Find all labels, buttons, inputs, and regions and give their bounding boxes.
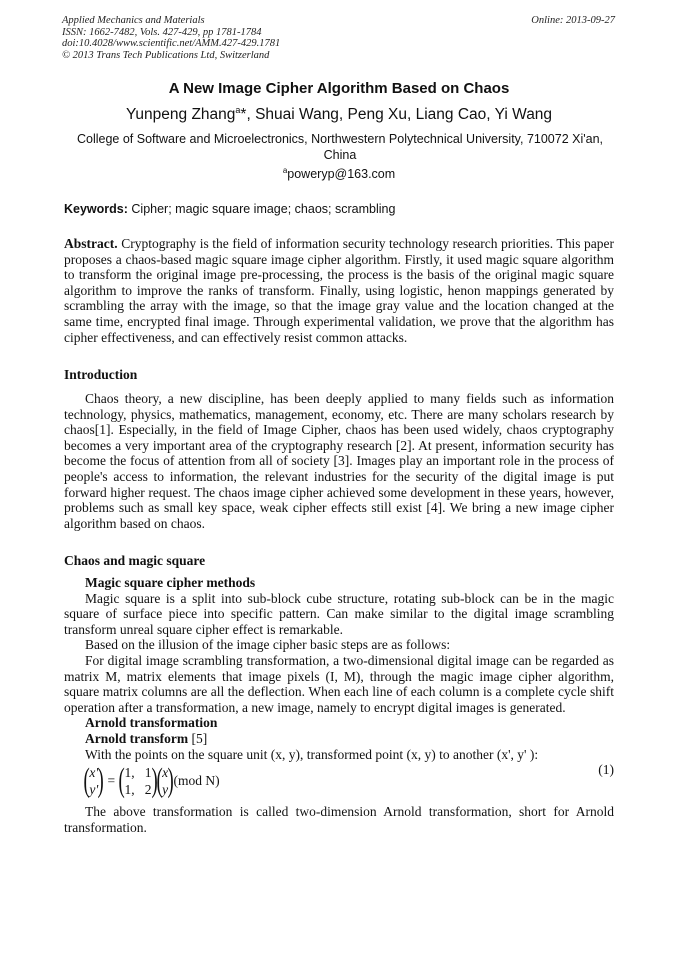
subheading-magic-square: Magic square cipher methods xyxy=(85,575,256,590)
paragraph-basic-steps: Based on the illusion of the image cipher basic steps are as follows: xyxy=(85,637,451,653)
paragraph-arnold-definition: The above transformation is called two-dimension Arnold transformation, short for Arnold transformation. xyxy=(64,804,614,835)
arnold-formula xyxy=(84,764,220,798)
keywords-text: Cipher; magic square image; chaos; scrambling xyxy=(131,202,396,216)
subheading-arnold-transformation: Arnold transformation xyxy=(85,715,218,731)
doi-line: doi:10.4028/www.scientific.net/AMM.427-429.1781 xyxy=(62,38,281,49)
lhs-bottom: y' xyxy=(89,782,99,798)
modulus: (mod N) xyxy=(173,773,220,789)
copyright-line: © 2013 Trans Tech Publications Ltd, Switzerland xyxy=(62,49,270,61)
subheading-arnold-transform xyxy=(64,731,614,747)
author-list xyxy=(0,105,678,124)
left-paren: ( xyxy=(118,762,125,800)
equals-sign: = xyxy=(107,773,116,789)
matrix-row-1: 1, 1 xyxy=(124,765,152,781)
email-address: poweryp@163.com xyxy=(287,167,396,182)
author-superscript: a xyxy=(235,105,241,115)
author-email xyxy=(0,166,678,181)
rhs-bottom: y xyxy=(162,782,169,798)
matrix-row-2: 1, 2 xyxy=(124,782,152,798)
paragraph-square-unit: With the points on the square unit (x, y), transformed point (x, y) to another (x', y' ): xyxy=(85,746,539,762)
equation-number: (1) xyxy=(598,762,614,778)
keywords-label: Keywords: xyxy=(64,202,128,216)
section-heading-introduction: Introduction xyxy=(64,367,138,382)
transform-matrix xyxy=(125,764,152,798)
right-paren: ) xyxy=(97,762,104,800)
abstract xyxy=(64,236,614,345)
journal-name: Applied Mechanics and Materials xyxy=(62,15,205,26)
equation-1 xyxy=(64,762,614,804)
abstract-text: Cryptography is the field of information security technology research priorities. This paper proposes a chaos-based magic square image cipher algorithm. Firstly, it used magic square algorithm to transform the original image pre-processing, the process is the basis of the original magic square algorithm to improve the ranks of transform. Finally, using logistic, henon mappings generated by scrambling the array with the image, so that the image gray value and the location changed at the same time, encrypted final image. Through experimental validation, we prove that the algorithm has cipher effectiveness, and can effectively resist common attacks. xyxy=(64,236,615,345)
paragraph-scrambling: For digital image scrambling transformation, a two-dimensional digital image can be regarded as matrix M, matrix elements that image pixels (I, M), through the magic image cipher algorithm, square matrix columns are all the deflection. When each line of each column is a complete cycle shift operation after a transformation, a new image, namely to encrypt digital images is generated. xyxy=(64,652,614,715)
section-heading-chaos: Chaos and magic square xyxy=(64,553,206,568)
introduction-paragraph: Chaos theory, a new discipline, has been deeply applied to many fields such as information technology, physics, mathematics, management, economy, etc. There are many scholars research by chaos[1]. Especially, in the field of Image Cipher, chaos has been used widely, chaos cryptography becomes a very important area of the cryptography research [2]. At present, information security has become the focus of attention from all of society [3]. Images play an important role in the process of people's access to information, the relevant industries for the security of the digital image is put forward higher request. The chaos image cipher achieved some development in these years, however, problems such as small key space, weak cipher effects still exist [4]. We bring a new image cipher algorithm based on chaos. xyxy=(64,391,614,531)
right-paren: ) xyxy=(151,762,158,800)
left-paren: ( xyxy=(156,762,163,800)
keywords xyxy=(64,202,395,216)
arnold-transform-label: Arnold transform xyxy=(85,730,189,746)
email-superscript: a xyxy=(282,166,288,175)
chaos-section-body xyxy=(64,575,614,835)
issn-line: ISSN: 1662-7482, Vols. 427-429, pp 1781-1784 xyxy=(62,26,262,38)
left-paren: ( xyxy=(83,762,90,800)
other-authors: *, Shuai Wang, Peng Xu, Liang Cao, Yi Wang xyxy=(240,106,553,124)
rhs-top: x xyxy=(162,765,169,781)
paper-title: A New Image Cipher Algorithm Based on Chaos xyxy=(168,80,510,97)
journal-header xyxy=(62,15,280,61)
lhs-top: x' xyxy=(89,765,99,781)
first-author: Yunpeng Zhang xyxy=(125,106,236,124)
arnold-reference: [5] xyxy=(188,730,208,746)
online-date: Online: 2013-09-27 xyxy=(531,15,615,26)
abstract-label: Abstract. xyxy=(64,236,118,251)
affiliation: College of Software and Microelectronics, Northwestern Polytechnical University, 710072 Xi'an, China xyxy=(76,132,604,162)
right-paren: ) xyxy=(167,762,174,800)
paragraph-magic-square: Magic square is a split into sub-block cube structure, rotating sub-block can be in the magic square of surface piece into specific pattern. Can make similar to the digital image scrambling transform unreal square cipher effect is remarkable. xyxy=(64,590,614,637)
introduction-body xyxy=(64,391,614,531)
